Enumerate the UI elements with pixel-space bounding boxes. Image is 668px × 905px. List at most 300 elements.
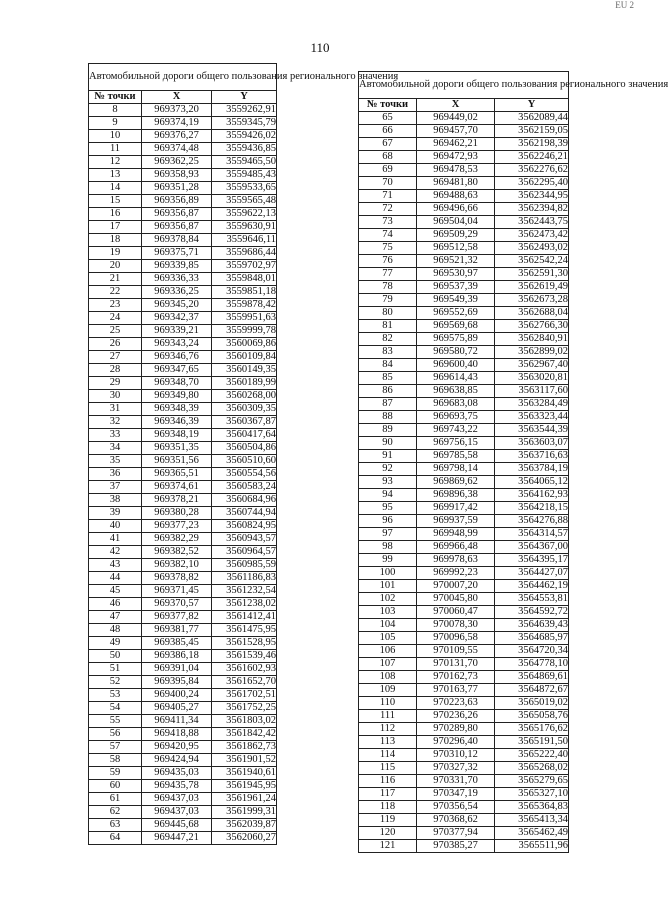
- table-row: [359, 827, 569, 840]
- point-number-cell: 82: [359, 333, 417, 346]
- x-coordinate-cell: 969339,85: [142, 260, 212, 273]
- table-row: [89, 416, 277, 429]
- x-coordinate-cell: 969512,58: [417, 242, 495, 255]
- table-row: [89, 559, 277, 572]
- point-number-cell: 67: [359, 138, 417, 151]
- table-row: [89, 533, 277, 546]
- table-row: [359, 502, 569, 515]
- point-number-cell: 80: [359, 307, 417, 320]
- point-number-cell: 33: [89, 429, 142, 442]
- y-coordinate-cell: 3563784,19: [495, 463, 569, 476]
- y-coordinate-cell: 3565268,02: [495, 762, 569, 775]
- table-row: [89, 494, 277, 507]
- point-number-cell: 55: [89, 715, 142, 728]
- x-coordinate-cell: 970385,27: [417, 840, 495, 853]
- y-coordinate-cell: 3564639,43: [495, 619, 569, 632]
- table-row: [89, 325, 277, 338]
- y-coordinate-cell: 3561752,25: [212, 702, 277, 715]
- point-number-cell: 112: [359, 723, 417, 736]
- x-coordinate-cell: 969342,37: [142, 312, 212, 325]
- x-coordinate-cell: 969917,42: [417, 502, 495, 515]
- column-header-y: Y: [212, 91, 277, 104]
- y-coordinate-cell: 3560367,87: [212, 416, 277, 429]
- point-number-cell: 31: [89, 403, 142, 416]
- page-number: 110: [310, 40, 330, 55]
- y-coordinate-cell: 3560554,56: [212, 468, 277, 481]
- point-number-cell: 22: [89, 286, 142, 299]
- table-row: [359, 619, 569, 632]
- table-row: [89, 741, 277, 754]
- x-coordinate-cell: 969348,70: [142, 377, 212, 390]
- x-coordinate-cell: 969537,39: [417, 281, 495, 294]
- x-coordinate-cell: 969449,02: [417, 112, 495, 125]
- point-number-cell: 95: [359, 502, 417, 515]
- y-coordinate-cell: 3564395,17: [495, 554, 569, 567]
- table-row: [359, 671, 569, 684]
- x-coordinate-cell: 969530,97: [417, 268, 495, 281]
- point-number-cell: 96: [359, 515, 417, 528]
- x-coordinate-cell: 969378,82: [142, 572, 212, 585]
- y-coordinate-cell: 3561528,95: [212, 637, 277, 650]
- point-number-cell: 36: [89, 468, 142, 481]
- x-coordinate-cell: 969420,95: [142, 741, 212, 754]
- x-coordinate-cell: 969569,68: [417, 320, 495, 333]
- x-coordinate-cell: 969374,19: [142, 117, 212, 130]
- y-coordinate-cell: 3559345,79: [212, 117, 277, 130]
- point-number-cell: 103: [359, 606, 417, 619]
- point-number-cell: 48: [89, 624, 142, 637]
- x-coordinate-cell: 969896,38: [417, 489, 495, 502]
- point-number-cell: 43: [89, 559, 142, 572]
- y-coordinate-cell: 3562394,82: [495, 203, 569, 216]
- y-coordinate-cell: 3564872,67: [495, 684, 569, 697]
- table-row: [359, 112, 569, 125]
- table-row: [89, 273, 277, 286]
- y-coordinate-cell: 3560149,35: [212, 364, 277, 377]
- y-coordinate-cell: 3560069,86: [212, 338, 277, 351]
- table-row: [89, 104, 277, 117]
- y-coordinate-cell: 3561803,02: [212, 715, 277, 728]
- point-number-cell: 108: [359, 671, 417, 684]
- point-number-cell: 105: [359, 632, 417, 645]
- y-coordinate-cell: 3560583,24: [212, 481, 277, 494]
- table-row: [359, 606, 569, 619]
- x-coordinate-cell: 969382,10: [142, 559, 212, 572]
- table-row: [359, 424, 569, 437]
- x-coordinate-cell: 969378,21: [142, 494, 212, 507]
- x-coordinate-cell: 970327,32: [417, 762, 495, 775]
- table-row: [89, 442, 277, 455]
- y-coordinate-cell: 3561412,41: [212, 611, 277, 624]
- point-number-cell: 94: [359, 489, 417, 502]
- y-coordinate-cell: 3560417,64: [212, 429, 277, 442]
- y-coordinate-cell: 3564314,57: [495, 528, 569, 541]
- table-row: [359, 463, 569, 476]
- point-number-cell: 21: [89, 273, 142, 286]
- table-row: [89, 754, 277, 767]
- x-coordinate-cell: 969358,93: [142, 169, 212, 182]
- x-coordinate-cell: 969385,45: [142, 637, 212, 650]
- point-number-cell: 34: [89, 442, 142, 455]
- point-number-cell: 15: [89, 195, 142, 208]
- x-coordinate-cell: 969351,56: [142, 455, 212, 468]
- column-header-point: № точки: [89, 91, 142, 104]
- table-row: [359, 710, 569, 723]
- point-number-cell: 12: [89, 156, 142, 169]
- point-number-cell: 63: [89, 819, 142, 832]
- y-coordinate-cell: 3564720,34: [495, 645, 569, 658]
- x-coordinate-cell: 969349,80: [142, 390, 212, 403]
- table-row: [359, 723, 569, 736]
- y-coordinate-cell: 3559436,85: [212, 143, 277, 156]
- table-row: [89, 169, 277, 182]
- y-coordinate-cell: 3560109,84: [212, 351, 277, 364]
- y-coordinate-cell: 3564367,00: [495, 541, 569, 554]
- y-coordinate-cell: 3559485,43: [212, 169, 277, 182]
- y-coordinate-cell: 3559630,91: [212, 221, 277, 234]
- point-number-cell: 47: [89, 611, 142, 624]
- point-number-cell: 53: [89, 689, 142, 702]
- point-number-cell: 84: [359, 359, 417, 372]
- y-coordinate-cell: 3559426,02: [212, 130, 277, 143]
- y-coordinate-cell: 3562039,87: [212, 819, 277, 832]
- table-row: [359, 697, 569, 710]
- point-number-cell: 38: [89, 494, 142, 507]
- x-coordinate-cell: 969411,34: [142, 715, 212, 728]
- point-number-cell: 120: [359, 827, 417, 840]
- y-coordinate-cell: 3562198,39: [495, 138, 569, 151]
- point-number-cell: 52: [89, 676, 142, 689]
- point-number-cell: 114: [359, 749, 417, 762]
- table-row: [89, 299, 277, 312]
- x-coordinate-cell: 970060,47: [417, 606, 495, 619]
- point-number-cell: 51: [89, 663, 142, 676]
- x-coordinate-cell: 970347,19: [417, 788, 495, 801]
- table-row: [89, 507, 277, 520]
- y-coordinate-cell: 3561862,73: [212, 741, 277, 754]
- point-number-cell: 121: [359, 840, 417, 853]
- point-number-cell: 24: [89, 312, 142, 325]
- point-number-cell: 40: [89, 520, 142, 533]
- point-number-cell: 89: [359, 424, 417, 437]
- point-number-cell: 77: [359, 268, 417, 281]
- point-number-cell: 59: [89, 767, 142, 780]
- table-row: [89, 806, 277, 819]
- table-row: [89, 338, 277, 351]
- y-coordinate-cell: 3563020,81: [495, 372, 569, 385]
- x-coordinate-cell: 969447,21: [142, 832, 212, 845]
- x-coordinate-cell: 969386,18: [142, 650, 212, 663]
- point-number-cell: 79: [359, 294, 417, 307]
- point-number-cell: 113: [359, 736, 417, 749]
- y-coordinate-cell: 3561940,61: [212, 767, 277, 780]
- point-number-cell: 119: [359, 814, 417, 827]
- y-coordinate-cell: 3562060,27: [212, 832, 277, 845]
- point-number-cell: 74: [359, 229, 417, 242]
- y-coordinate-cell: 3564462,19: [495, 580, 569, 593]
- x-coordinate-cell: 969348,39: [142, 403, 212, 416]
- table-row: [359, 385, 569, 398]
- x-coordinate-cell: 969378,84: [142, 234, 212, 247]
- point-number-cell: 20: [89, 260, 142, 273]
- y-coordinate-cell: 3563716,63: [495, 450, 569, 463]
- y-coordinate-cell: 3561539,46: [212, 650, 277, 663]
- table-row: [359, 736, 569, 749]
- point-number-cell: 26: [89, 338, 142, 351]
- table-row: [89, 611, 277, 624]
- y-coordinate-cell: 3559702,97: [212, 260, 277, 273]
- table-row: [89, 286, 277, 299]
- x-coordinate-cell: 969600,40: [417, 359, 495, 372]
- x-coordinate-cell: 969395,84: [142, 676, 212, 689]
- table-row: [359, 515, 569, 528]
- table-row: [89, 312, 277, 325]
- y-coordinate-cell: 3560943,57: [212, 533, 277, 546]
- y-coordinate-cell: 3560189,99: [212, 377, 277, 390]
- table-row: [359, 372, 569, 385]
- point-number-cell: 99: [359, 554, 417, 567]
- table-row: [89, 793, 277, 806]
- table-row: [89, 429, 277, 442]
- point-number-cell: 76: [359, 255, 417, 268]
- table-row: [89, 702, 277, 715]
- x-coordinate-cell: 969376,27: [142, 130, 212, 143]
- x-coordinate-cell: 969638,85: [417, 385, 495, 398]
- point-number-cell: 37: [89, 481, 142, 494]
- x-coordinate-cell: 969336,25: [142, 286, 212, 299]
- x-coordinate-cell: 969693,75: [417, 411, 495, 424]
- x-coordinate-cell: 969351,28: [142, 182, 212, 195]
- x-coordinate-cell: 969437,03: [142, 806, 212, 819]
- table-row: [359, 320, 569, 333]
- table-row: [359, 411, 569, 424]
- point-number-cell: 71: [359, 190, 417, 203]
- x-coordinate-cell: 969400,24: [142, 689, 212, 702]
- y-coordinate-cell: 3559686,44: [212, 247, 277, 260]
- y-coordinate-cell: 3562840,91: [495, 333, 569, 346]
- x-coordinate-cell: 969362,25: [142, 156, 212, 169]
- point-number-cell: 39: [89, 507, 142, 520]
- y-coordinate-cell: 3562673,28: [495, 294, 569, 307]
- x-coordinate-cell: 969521,32: [417, 255, 495, 268]
- x-coordinate-cell: 970377,94: [417, 827, 495, 840]
- table-row: [359, 151, 569, 164]
- x-coordinate-cell: 969549,39: [417, 294, 495, 307]
- table-row: [359, 814, 569, 827]
- y-coordinate-cell: 3562159,05: [495, 125, 569, 138]
- point-number-cell: 58: [89, 754, 142, 767]
- y-coordinate-cell: 3565222,40: [495, 749, 569, 762]
- coordinates-table-right: [358, 71, 668, 853]
- point-number-cell: 92: [359, 463, 417, 476]
- y-coordinate-cell: 3565511,96: [495, 840, 569, 853]
- y-coordinate-cell: 3562493,02: [495, 242, 569, 255]
- x-coordinate-cell: 969345,20: [142, 299, 212, 312]
- point-number-cell: 65: [359, 112, 417, 125]
- point-number-cell: 25: [89, 325, 142, 338]
- table-row: [359, 307, 569, 320]
- x-coordinate-cell: 969382,52: [142, 546, 212, 559]
- y-coordinate-cell: 3559848,01: [212, 273, 277, 286]
- y-coordinate-cell: 3564592,72: [495, 606, 569, 619]
- table-row: [359, 554, 569, 567]
- y-coordinate-cell: 3562344,95: [495, 190, 569, 203]
- point-number-cell: 98: [359, 541, 417, 554]
- x-coordinate-cell: 969374,48: [142, 143, 212, 156]
- x-coordinate-cell: 969481,80: [417, 177, 495, 190]
- x-coordinate-cell: 969948,99: [417, 528, 495, 541]
- point-number-cell: 61: [89, 793, 142, 806]
- table-row: [359, 346, 569, 359]
- point-number-cell: 56: [89, 728, 142, 741]
- x-coordinate-cell: 969937,59: [417, 515, 495, 528]
- y-coordinate-cell: 3559999,78: [212, 325, 277, 338]
- point-number-cell: 73: [359, 216, 417, 229]
- table-row: [359, 268, 569, 281]
- x-coordinate-cell: 969346,76: [142, 351, 212, 364]
- y-coordinate-cell: 3565176,62: [495, 723, 569, 736]
- point-number-cell: 101: [359, 580, 417, 593]
- point-number-cell: 106: [359, 645, 417, 658]
- y-coordinate-cell: 3560824,95: [212, 520, 277, 533]
- y-coordinate-cell: 3563284,49: [495, 398, 569, 411]
- x-coordinate-cell: 969445,68: [142, 819, 212, 832]
- table-row: [359, 593, 569, 606]
- y-coordinate-cell: 3560684,96: [212, 494, 277, 507]
- table-row: [359, 645, 569, 658]
- table-row: [89, 130, 277, 143]
- y-coordinate-cell: 3565058,76: [495, 710, 569, 723]
- x-coordinate-cell: 969373,20: [142, 104, 212, 117]
- point-number-cell: 30: [89, 390, 142, 403]
- y-coordinate-cell: 3559533,65: [212, 182, 277, 195]
- point-number-cell: 49: [89, 637, 142, 650]
- table-row: [89, 208, 277, 221]
- y-coordinate-cell: 3560985,59: [212, 559, 277, 572]
- table-row: [359, 294, 569, 307]
- x-coordinate-cell: 969371,45: [142, 585, 212, 598]
- x-coordinate-cell: 970163,77: [417, 684, 495, 697]
- x-coordinate-cell: 969552,69: [417, 307, 495, 320]
- table-row: [89, 117, 277, 130]
- table-row: [359, 177, 569, 190]
- x-coordinate-cell: 969978,63: [417, 554, 495, 567]
- x-coordinate-cell: 970162,73: [417, 671, 495, 684]
- table-row: [359, 684, 569, 697]
- y-coordinate-cell: 3564162,93: [495, 489, 569, 502]
- point-number-cell: 117: [359, 788, 417, 801]
- y-coordinate-cell: 3564427,07: [495, 567, 569, 580]
- table-row: [89, 546, 277, 559]
- point-number-cell: 18: [89, 234, 142, 247]
- y-coordinate-cell: 3563117,60: [495, 385, 569, 398]
- y-coordinate-cell: 3559565,48: [212, 195, 277, 208]
- y-coordinate-cell: 3562089,44: [495, 112, 569, 125]
- point-number-cell: 9: [89, 117, 142, 130]
- point-number-cell: 100: [359, 567, 417, 580]
- table-row: [359, 229, 569, 242]
- y-coordinate-cell: 3565191,50: [495, 736, 569, 749]
- point-number-cell: 75: [359, 242, 417, 255]
- table-row: [359, 437, 569, 450]
- table-row: [89, 182, 277, 195]
- table-row: [359, 749, 569, 762]
- table-row: [359, 333, 569, 346]
- x-coordinate-cell: 969580,72: [417, 346, 495, 359]
- point-number-cell: 23: [89, 299, 142, 312]
- table-row: [89, 819, 277, 832]
- x-coordinate-cell: 969488,63: [417, 190, 495, 203]
- table-row: [89, 247, 277, 260]
- table-row: [89, 637, 277, 650]
- point-number-cell: 19: [89, 247, 142, 260]
- point-number-cell: 69: [359, 164, 417, 177]
- column-header-point: № точки: [359, 99, 417, 112]
- table-row: [89, 624, 277, 637]
- point-number-cell: 29: [89, 377, 142, 390]
- point-number-cell: 62: [89, 806, 142, 819]
- column-header-x: X: [142, 91, 212, 104]
- y-coordinate-cell: 3559262,91: [212, 104, 277, 117]
- y-coordinate-cell: 3560510,60: [212, 455, 277, 468]
- point-number-cell: 91: [359, 450, 417, 463]
- point-number-cell: 10: [89, 130, 142, 143]
- point-number-cell: 93: [359, 476, 417, 489]
- table-row: [359, 203, 569, 216]
- table-row: [359, 788, 569, 801]
- point-number-cell: 11: [89, 143, 142, 156]
- table-row: [89, 143, 277, 156]
- x-coordinate-cell: 970331,70: [417, 775, 495, 788]
- x-coordinate-cell: 969435,78: [142, 780, 212, 793]
- table-row: [89, 234, 277, 247]
- y-coordinate-cell: 3563544,39: [495, 424, 569, 437]
- table-row: [89, 598, 277, 611]
- point-number-cell: 78: [359, 281, 417, 294]
- table-row: [359, 801, 569, 814]
- x-coordinate-cell: 969509,29: [417, 229, 495, 242]
- y-coordinate-cell: 3561602,93: [212, 663, 277, 676]
- y-coordinate-cell: 3560504,86: [212, 442, 277, 455]
- table-row: [359, 359, 569, 372]
- y-coordinate-cell: 3564065,12: [495, 476, 569, 489]
- y-coordinate-cell: 3561475,95: [212, 624, 277, 637]
- table-row: [89, 156, 277, 169]
- point-number-cell: 42: [89, 546, 142, 559]
- x-coordinate-cell: 969785,58: [417, 450, 495, 463]
- x-coordinate-cell: 969365,51: [142, 468, 212, 481]
- y-coordinate-cell: 3562276,62: [495, 164, 569, 177]
- table-row: [359, 528, 569, 541]
- point-number-cell: 111: [359, 710, 417, 723]
- point-number-cell: 41: [89, 533, 142, 546]
- y-coordinate-cell: 3560309,35: [212, 403, 277, 416]
- x-coordinate-cell: 970289,80: [417, 723, 495, 736]
- y-coordinate-cell: 3559646,11: [212, 234, 277, 247]
- point-number-cell: 27: [89, 351, 142, 364]
- y-coordinate-cell: 3563603,07: [495, 437, 569, 450]
- x-coordinate-cell: 969351,35: [142, 442, 212, 455]
- point-number-cell: 46: [89, 598, 142, 611]
- x-coordinate-cell: 969614,43: [417, 372, 495, 385]
- y-coordinate-cell: 3559951,63: [212, 312, 277, 325]
- x-coordinate-cell: 969424,94: [142, 754, 212, 767]
- x-coordinate-cell: 970368,62: [417, 814, 495, 827]
- x-coordinate-cell: 969348,19: [142, 429, 212, 442]
- table-row: [89, 468, 277, 481]
- table-row: [89, 728, 277, 741]
- point-number-cell: 8: [89, 104, 142, 117]
